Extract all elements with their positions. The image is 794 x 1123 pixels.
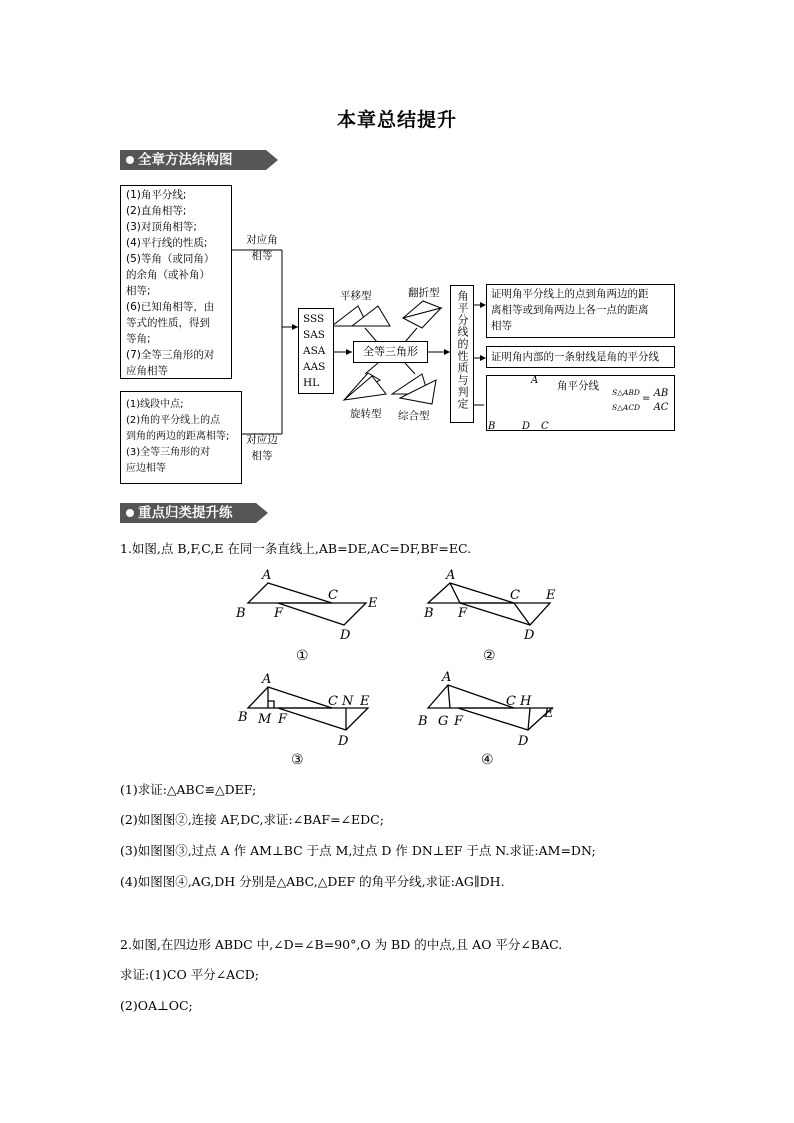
- svg-text:C: C: [328, 694, 338, 709]
- side-condition-line: (3)全等三角形的对: [126, 447, 211, 458]
- criterion: SAS: [303, 329, 325, 341]
- svg-text:D: D: [340, 628, 351, 643]
- criterion: SSS: [303, 313, 325, 325]
- question-1-part-2: (2)如图图②,连接 AF,DC,求证:∠BAF=∠EDC;: [120, 812, 384, 827]
- translate-type-label: 平移型: [340, 290, 372, 302]
- label-line: 对应边: [246, 434, 278, 446]
- svg-text:A: A: [442, 670, 452, 685]
- svg-text:E: E: [360, 694, 370, 709]
- question-1-stem: 1.如图,点 B,F,C,E 在同一条直线上,AB=DE,AC=DF,BF=EC.: [120, 541, 472, 556]
- formula-equals: =: [642, 393, 651, 404]
- angle-condition-line: (7)全等三角形的对: [126, 349, 215, 361]
- question-2-stem: 2.如图,在四边形 ABDC 中,∠D=∠B=90°,O 为 BD 的中点,且 AO 平分∠BAC.: [120, 937, 563, 952]
- svg-text:E: E: [546, 588, 556, 603]
- flip-type-label: 翻折型: [408, 287, 440, 299]
- tri-label-B: B: [488, 421, 496, 432]
- angle-condition-line: (5)等角（或同角）: [126, 253, 215, 265]
- svg-text:F: F: [458, 606, 468, 621]
- question-2-line-1: 求证:(1)CO 平分∠ACD;: [120, 967, 260, 982]
- formula-denominator-left: S△ACD: [612, 403, 641, 412]
- svg-text:C: C: [510, 588, 520, 603]
- angle-condition-line: 相等;: [126, 285, 151, 297]
- angle-condition-line: 等角;: [126, 333, 151, 345]
- result-box-ray: 证明角内部的一条射线是角的平分线: [486, 346, 675, 368]
- figure-number-4: ④: [481, 752, 494, 768]
- label-line: 相等: [251, 450, 273, 462]
- result-line: 证明角平分线上的点到角两边的距: [491, 288, 649, 300]
- bisector-property-box: [450, 285, 474, 423]
- criterion: ASA: [303, 345, 326, 357]
- svg-text:F: F: [274, 606, 284, 621]
- question-2-line-2: (2)OA⊥OC;: [120, 998, 193, 1013]
- section-banner-practice: [120, 503, 268, 523]
- svg-text:A: A: [446, 568, 456, 583]
- question-1-figures: [220, 563, 580, 773]
- figure-number-1: ①: [296, 648, 309, 664]
- criterion: AAS: [303, 361, 326, 373]
- formula-numerator-right: AB: [653, 388, 669, 399]
- side-condition-line: 应边相等: [126, 463, 166, 474]
- angle-equal-conditions-box: [120, 185, 232, 379]
- label-line: 相等: [251, 250, 273, 262]
- svg-text:M: M: [258, 712, 272, 727]
- svg-text:E: E: [544, 706, 554, 721]
- bisector-label: 角平分线: [557, 380, 599, 392]
- question-1-part-3: (3)如图图③,过点 A 作 AM⊥BC 于点 M,过点 D 作 DN⊥EF 于点 N.求证:AM=DN;: [120, 843, 596, 858]
- svg-text:C: C: [506, 694, 516, 709]
- section-label: 全章方法结构图: [138, 152, 233, 168]
- svg-text:B: B: [236, 606, 246, 621]
- svg-text:D: D: [338, 734, 349, 749]
- question-1-part-4: (4)如图图④,AG,DH 分别是△ABC,△DEF 的角平分线,求证:AG∥DH.: [120, 874, 505, 889]
- svg-text:D: D: [524, 628, 535, 643]
- tri-label-C: C: [541, 421, 549, 432]
- angle-condition-line: (2)直角相等;: [126, 205, 187, 217]
- section-banner-method: [120, 150, 278, 170]
- figure-number-2: ②: [483, 648, 496, 664]
- svg-text:A: A: [262, 672, 272, 687]
- page-title: 本章总结提升: [336, 109, 457, 131]
- figure-number-3: ③: [291, 752, 304, 768]
- result-line: 相等: [491, 320, 512, 332]
- side-condition-line: (1)线段中点;: [126, 399, 184, 410]
- formula-denominator-right: AC: [653, 402, 669, 413]
- corresponding-sides-label: [240, 432, 284, 464]
- svg-text:B: B: [238, 710, 248, 725]
- formula-numerator-left: S△ABD: [612, 388, 640, 397]
- label-line: 对应角: [246, 234, 278, 246]
- translate-type-figure: [332, 306, 390, 326]
- tri-label-D: D: [522, 421, 531, 432]
- svg-text:H: H: [520, 694, 532, 709]
- congruence-criteria-box: [298, 308, 334, 394]
- svg-text:D: D: [518, 734, 529, 749]
- svg-text:E: E: [368, 596, 378, 611]
- side-equal-conditions-box: [120, 391, 242, 484]
- criterion: HL: [303, 377, 320, 389]
- question-1-part-1: (1)求证:△ABC≌△DEF;: [120, 782, 257, 797]
- banner-dot-icon: [126, 509, 134, 517]
- tri-label-A: A: [531, 375, 539, 386]
- svg-text:F: F: [278, 712, 288, 727]
- angle-condition-line: (4)平行线的性质;: [126, 237, 208, 249]
- vertical-label: 角平分线的性质与判定: [456, 290, 469, 410]
- angle-condition-line: (3)对顶角相等;: [126, 221, 197, 233]
- svg-text:A: A: [262, 568, 272, 583]
- angle-condition-line: 的余角（或补角）: [126, 269, 210, 281]
- svg-text:C: C: [328, 588, 338, 603]
- svg-text:G: G: [438, 714, 449, 729]
- svg-text:B: B: [424, 606, 434, 621]
- svg-text:B: B: [418, 714, 428, 729]
- congruent-triangles-box: 全等三角形: [353, 341, 428, 363]
- angle-condition-line: (6)已知角相等，由: [126, 301, 215, 313]
- combined-type-label: 综合型: [398, 410, 430, 422]
- svg-text:F: F: [454, 714, 464, 729]
- angle-condition-line: 等式的性质，得到: [126, 317, 210, 329]
- angle-condition-line: (1)角平分线;: [126, 189, 187, 201]
- side-condition-line: (2)角的平分线上的点: [126, 415, 221, 426]
- result-line: 离相等或到角两边上各一点的距离: [491, 304, 649, 316]
- section-label: 重点归类提升练: [138, 505, 233, 521]
- side-condition-line: 到角的两边的距离相等;: [126, 431, 230, 442]
- angle-condition-line: 应角相等: [126, 365, 168, 377]
- svg-text:N: N: [342, 694, 354, 709]
- rotate-type-label: 旋转型: [350, 408, 382, 420]
- result-box-distance: [486, 284, 675, 338]
- method-structure-diagram: [0, 180, 794, 474]
- corresponding-angles-label: [240, 232, 284, 264]
- banner-dot-icon: [126, 156, 134, 164]
